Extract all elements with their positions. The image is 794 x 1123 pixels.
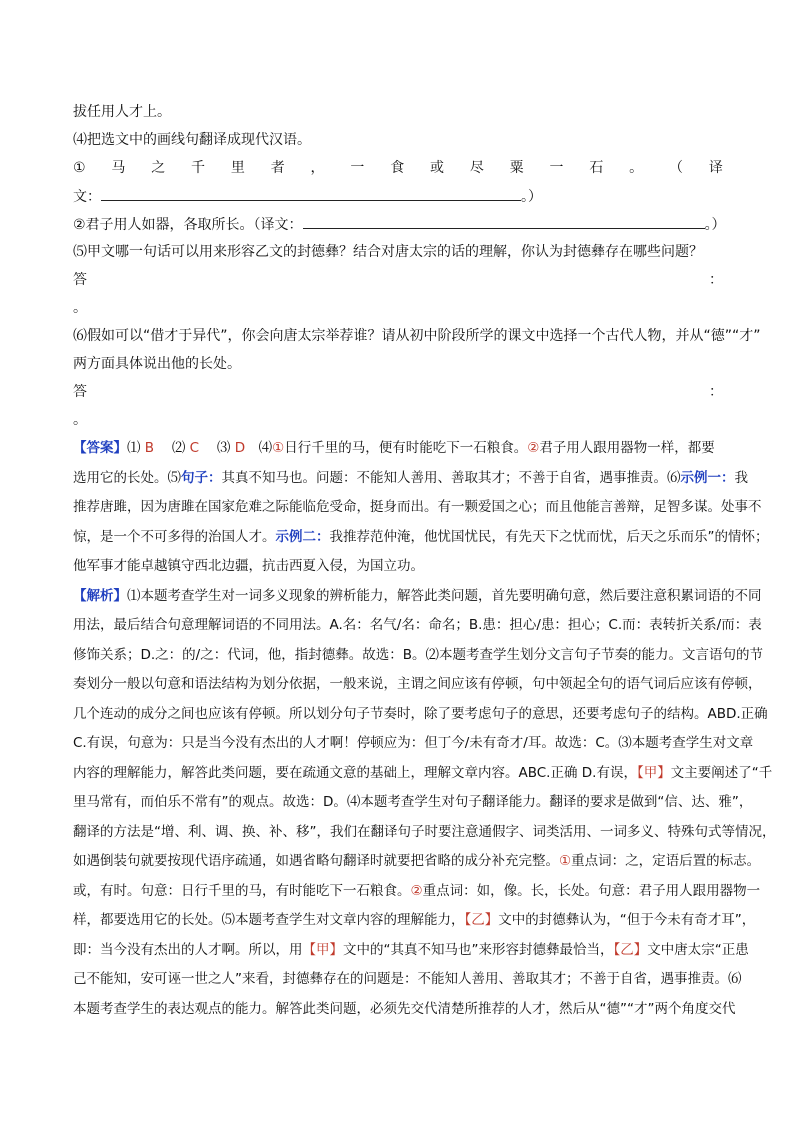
q4-s1-char: 译 <box>708 160 723 176</box>
q6-answer-colon: ： <box>709 384 723 400</box>
analysis-l10-c: 重点词：之，定语后置的标志。 <box>571 853 761 869</box>
analysis-l13-a: 即：当今没有杰出的人才啊。所以，用 <box>73 941 303 958</box>
analysis-l10-a: 如遇倒装句就要按现代语序疏通，如遇省略句翻译时就要把省略的成分补充完整。 <box>73 853 559 869</box>
analysis-line-2: 用法，最后结合句意理解词语的不同用法。A.名：名气/名：命名；B.患：担心/患：担心；C.而：表转折关系/而：表 <box>73 617 762 633</box>
answer-line-2 <box>73 464 748 494</box>
answer-q2-num: ⑵ <box>154 440 190 456</box>
q4-s1-char: 一 <box>350 160 365 176</box>
answer-l4-a: 惊，是一个不可多得的治国人才。 <box>73 528 276 545</box>
answer-example-2-label: 示例二： <box>275 528 330 545</box>
q4-s2-end: 。） <box>704 217 726 233</box>
analysis-line-10 <box>73 847 761 877</box>
analysis-l7-a: 内容的理解能力，解答此类问题，要在疏通文意的基础上，理解文章内容。ABC.正确 D.有误， <box>73 764 637 781</box>
q4-s1-char: ， <box>310 160 325 176</box>
answer-q4-text-2: 君子用人跟用器物一样，都要 <box>539 440 715 456</box>
analysis-line-14: 己不能知，安可诬一世之人”来看，封德彝存在的问题是：不能知人善用、善取其才；不善于自省，遇事推责。⑹ <box>73 971 742 987</box>
analysis-line-1 <box>73 582 762 612</box>
analysis-line-8: 里马常有，而伯乐不常有”的观点。故选：D。⑷本题考查学生对句子翻译能力。翻译的要求是做到“信、达、雅”， <box>73 794 753 810</box>
answer-q4-mark-2: ② <box>527 440 540 456</box>
q4-s1-char: 石 <box>589 160 604 176</box>
analysis-l13-c: 文中的“其真不知马也”来形容封德彝最恰当， <box>343 941 614 958</box>
q4-s1-char: 。 <box>629 160 644 176</box>
q4-s1-char: 或 <box>430 160 445 176</box>
q6-prompt-1: ⑹假如可以“借才于异代”，你会向唐太宗举荐谁？请从初中阶段所学的课文中选择一个古代人物，并从“德”“才” <box>73 328 761 344</box>
q5-answer-line <box>73 266 723 294</box>
q4-s1-char: 马 <box>111 160 126 176</box>
q6-answer-line <box>73 378 723 406</box>
answer-sentence-label: 句子： <box>181 469 222 486</box>
analysis-line-15: 本题考查学生的表达观点的能力。解答此类问题，必须先交代清楚所推荐的人才，然后从“德”“才”两个角度交代 <box>73 1000 736 1017</box>
analysis-l12-a: 样，都要选用它的长处。⑸本题考查学生对文章内容的理解能力， <box>73 912 465 928</box>
answer-q4-mark-1: ① <box>272 440 285 456</box>
q4-s1-char: ① <box>73 160 86 176</box>
analysis-line-7 <box>73 759 773 789</box>
answer-q3-choice: D <box>234 440 246 456</box>
q4-s1-answer-blank[interactable] <box>101 182 521 201</box>
analysis-mark-1: ① <box>559 853 572 869</box>
answer-l2-e: 我 <box>734 469 748 486</box>
analysis-tag: 【解析】 <box>73 587 127 604</box>
q6-answer-label: 答 <box>73 384 87 400</box>
analysis-yi-mark-2: 【乙】 <box>613 941 648 958</box>
answer-tag: 【答案】 <box>73 440 127 456</box>
answer-q1-num: ⑴ <box>127 440 145 456</box>
q4-prompt: ⑷把选文中的画线句翻译成现代汉语。 <box>73 132 311 148</box>
analysis-line-4: 奏划分一般以句意和语法结构为划分依据，一般来说，主谓之间应该有停顿，句中领起全句的语气词后应该有停顿， <box>73 676 762 692</box>
analysis-line-11 <box>73 877 761 907</box>
q5-answer-label: 答 <box>73 272 87 288</box>
q6-prompt-2: 两方面具体说出他的长处。 <box>73 356 241 372</box>
answer-l4-c: 我推荐范仲淹，他忧国忧民，有先天下之忧而忧，后天之乐而乐”的情怀； <box>329 528 769 545</box>
answer-q3-num: ⑶ <box>199 440 235 456</box>
q4-sentence-2 <box>73 210 726 238</box>
q4-s1-char: 一 <box>549 160 564 176</box>
analysis-l12-c: 文中的封德彝认为，“但于今未有奇才耳”， <box>498 912 756 928</box>
top-line: 拔任用人才上。 <box>73 104 171 120</box>
q4-s2-answer-blank[interactable] <box>303 210 705 229</box>
answer-line-1 <box>73 434 723 464</box>
analysis-l13-e: 文中唐太宗“正患 <box>647 941 749 958</box>
q4-s1-char: （ <box>668 160 683 176</box>
q4-s2-label: ②君子用人如器，各取所长。（译文： <box>73 217 303 233</box>
analysis-line-9: 翻译的方法是“增、利、调、换、补、移”，我们在翻译句子时要注意通假字、词类活用、一词多义、特殊句式等情况， <box>73 823 776 840</box>
analysis-l7-c: 文主要阐述了“千 <box>670 764 773 781</box>
q6-answer-end: 。 <box>73 412 87 428</box>
q4-s1-char: 里 <box>230 160 245 176</box>
q4-s1-char: 尽 <box>469 160 484 176</box>
q4-s1-tail-end: 。） <box>521 189 542 205</box>
analysis-line-3: 修饰关系；D.之：的/之：代词，他，指封德彝。故选：B。⑵本题考查学生划分文言句子节奏的能力。文言语句的节 <box>73 646 763 663</box>
q4-sentence-1 <box>73 154 723 182</box>
answer-q1-choice: B <box>144 440 155 456</box>
q5-answer-colon: ： <box>709 272 723 288</box>
document-page <box>73 98 776 1024</box>
q4-s1-char: 粟 <box>509 160 524 176</box>
q5-prompt: ⑸甲文哪一句话可以用来形容乙文的封德彝？结合对唐太宗的话的理解，你认为封德彝存在哪些问题？ <box>73 244 703 260</box>
analysis-yi-mark: 【乙】 <box>464 912 499 928</box>
analysis-line-5: 几个连动的成分之间也应该有停顿。所以划分句子节奏时，除了要考虑句子的意思，还要考虑句子的结构。ABD.正确 <box>73 705 768 722</box>
analysis-l11-c: 重点词：如，像。长，长处。句意：君子用人跟用器物一 <box>422 882 761 899</box>
analysis-mark-2: ② <box>410 882 423 899</box>
answer-line-3: 推荐唐雎，因为唐雎在国家危难之际能临危受命，挺身而出。有一颗爱国之心；而且他能言善辩，足智多谋。处事不 <box>73 499 762 515</box>
answer-example-1-label: 示例一： <box>680 469 735 486</box>
q5-answer-end: 。 <box>73 300 87 316</box>
answer-q2-choice: C <box>189 440 200 456</box>
analysis-l1-text: ⑴本题考查学生对一词多义现象的辨析能力，解答此类问题，首先要明确句意，然后要注意积累词语的不同 <box>127 587 762 604</box>
answer-q4-num: ⑷ <box>245 440 273 456</box>
q4-s1-char: 千 <box>191 160 206 176</box>
analysis-l11-a: 或，有时。句意：日行千里的马，有时能吃下一石粮食。 <box>73 882 411 899</box>
analysis-block <box>73 582 776 1025</box>
answer-line-5: 他军事才能卓越镇守西北边疆，抗击西夏入侵，为国立功。 <box>73 558 424 574</box>
answer-line-4 <box>73 523 769 553</box>
q4-s1-char: 食 <box>390 160 405 176</box>
answer-block <box>73 434 769 582</box>
answer-l2-a: 选用它的长处。⑸ <box>73 469 181 486</box>
answer-l2-c: 其真不知马也。问题：不能知人善用、善取其才；不善于自省，遇事推责。⑹ <box>221 469 681 486</box>
q4-s1-char: 者 <box>270 160 285 176</box>
analysis-line-13 <box>73 936 749 966</box>
q4-s1-char: 之 <box>151 160 166 176</box>
analysis-line-12 <box>73 906 756 936</box>
analysis-jia-mark-2: 【甲】 <box>302 941 343 958</box>
analysis-line-6: C.有误，句意为：只是当今没有杰出的人才啊！停顿应为：但丁今/未有奇才/耳。故选：C。⑶本题考查学生对文章 <box>73 735 754 751</box>
analysis-jia-mark: 【甲】 <box>636 764 671 781</box>
q4-s1-tail-label: 文： <box>73 189 101 205</box>
q4-sentence-1-tail <box>73 182 723 210</box>
answer-q4-text-1: 日行千里的马，便有时能吃下一石粮食。 <box>284 440 528 456</box>
